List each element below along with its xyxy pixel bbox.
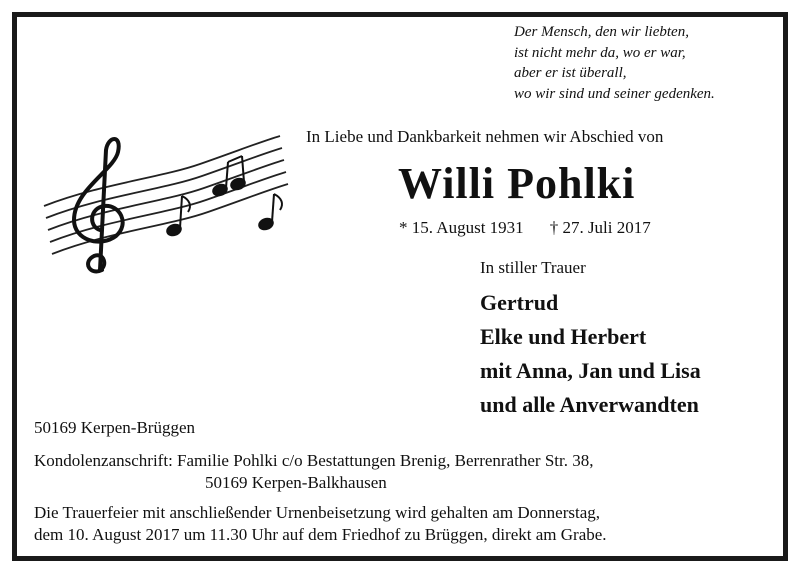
condolence-line: 50169 Kerpen-Balkhausen [205, 473, 387, 492]
quote-line: aber er ist überall, [514, 65, 627, 81]
mourner: mit Anna, Jan und Lisa [480, 358, 701, 383]
farewell-intro: In Liebe und Dankbarkeit nehmen wir Abschied von [306, 127, 664, 146]
quote-line: Der Mensch, den wir liebten, [514, 24, 689, 40]
place-line: 50169 Kerpen-Brüggen [34, 418, 195, 437]
mourner: Elke und Herbert [480, 324, 647, 349]
condolence-line: Kondolenzanschrift: Familie Pohlki c/o Bestattungen Brenig, Berrenrather Str. 38, [34, 451, 594, 470]
birth-date: * 15. August 1931 [399, 218, 524, 237]
ceremony-info [34, 502, 607, 546]
quote-line: wo wir sind und seiner gedenken. [514, 85, 715, 102]
mourners-list [480, 286, 701, 422]
music-staff-illustration [30, 120, 300, 290]
mourner: Gertrud [480, 290, 559, 315]
mourning-label: In stiller Trauer [480, 258, 586, 277]
ceremony-line: Die Trauerfeier mit anschließender Urnenbeisetzung wird gehalten am Donnerstag, [34, 503, 601, 522]
condolence-address [34, 450, 593, 494]
deceased-name: Willi Pohlki [398, 159, 636, 208]
life-dates [399, 218, 651, 238]
memorial-quote [514, 22, 764, 104]
mourner: und alle Anverwandten [480, 392, 699, 417]
quote-line: ist nicht mehr da, wo er war, [514, 44, 686, 61]
ceremony-line: dem 10. August 2017 um 11.30 Uhr auf dem Friedhof zu Brüggen, direkt am Grabe. [34, 525, 607, 544]
death-date: † 27. Juli 2017 [549, 218, 651, 237]
